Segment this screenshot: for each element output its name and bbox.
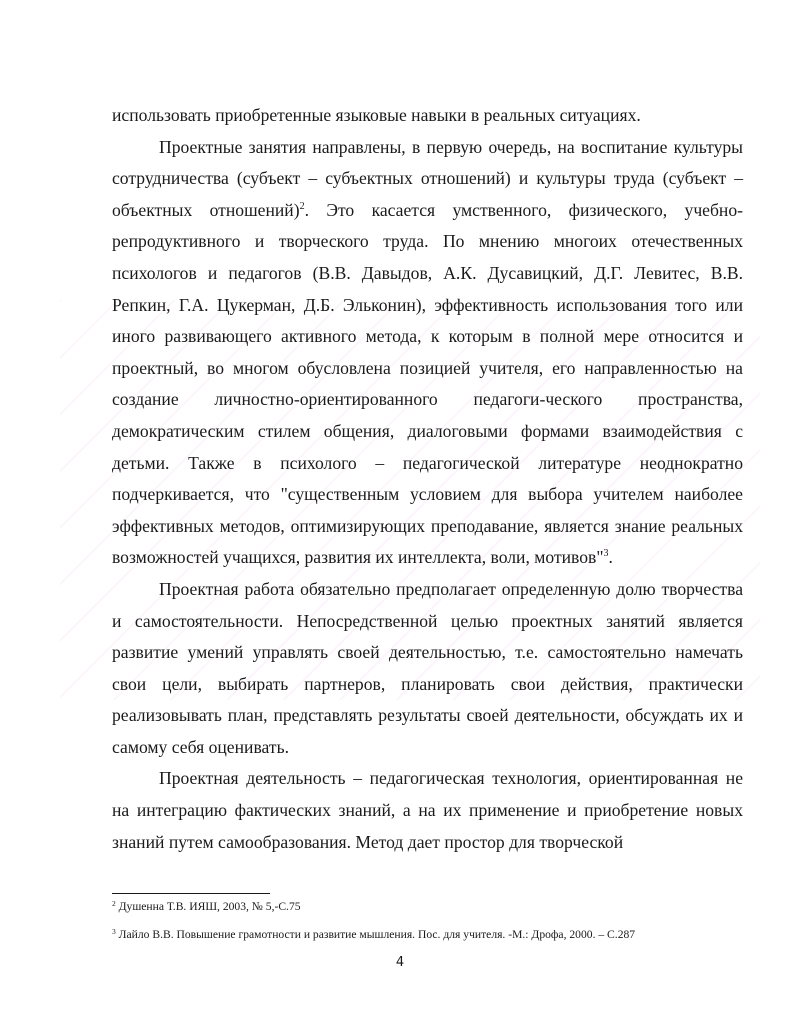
paragraph-text: . [608,547,613,568]
footnote-separator [112,893,270,894]
paragraph-text: Проектная деятельность – педагогическая технология, ориентированная не на интеграцию фактических знаний, а на их применение и приобретение новых знаний путем самообразования. Метод дает простор для творческой [112,768,743,852]
paragraph-3 [112,574,743,764]
footnote-2 [112,900,301,914]
paragraph-text: использовать приобретенные языковые навыки в реальных ситуациях. [112,105,641,125]
footnote-text: Душенна Т.В. ИЯШ, 2003, № 5,-С.75 [115,900,301,913]
paragraph-text: . Это касается умственного, физического, учебно-репродуктивного и творческого труда. По мнению многоих отечественных психологов и педагогов (В.В. Давыдов, А.К. Дусавицкий, Д.Г. Левитес, В.В. Репкин, Г.А. Цукерман, Д.Б. Эльконин), эффективность использования того или иного развивающего активного метода, к которым в полной мере относится и проектный, во многом обусловлена позицией учителя, его направленностью на создание личностно-ориентированного педагоги-ческого пространства, демократическим стилем общения, диалоговыми формами взаимодействия с детьми. Также в психолого – педагогической литературе неоднократно подчеркивается, что "существенным условием для выбора учителем наиболее эффективных методов, оптимизирующих преподавание, является знание реальных возможностей учащихся, развития их интеллекта, воли, мотивов" [112,199,743,568]
footnote-text: Лайло В.В. Повышение грамотности и развитие мышления. Пос. для учителя. -М.: Дрофа, 2000. – С.287 [115,928,636,941]
footnote-3 [112,928,635,942]
footnote-marker: 3 [112,927,116,936]
paragraph-2 [112,132,743,574]
page-number: 4 [395,955,405,970]
paragraph-1 [112,100,743,132]
footnote-reference-2[interactable]: 2 [299,200,305,212]
footnote-marker: 2 [112,899,116,908]
paragraph-text: Проектные занятия направлены, в первую очередь, на воспитание культуры сотрудничества (субъект – субъектных отношений) и культуры труда (субъект – объектных отношений) [112,136,743,220]
body-text [112,100,743,858]
paragraph-4 [112,763,743,858]
paragraph-text: Проектная работа обязательно предполагает определенную долю творчества и самостоятельности. Непосредственной целью проектных занятий является развитие умений управлять своей деятельностью, т.е. самостоятельно намечать свои цели, выбирать партнеров, планировать свои действия, практически реализовывать план, представлять результаты своей деятельности, обсуждать их и самому себя оценивать. [112,578,743,757]
footnote-reference-3[interactable]: 3 [603,548,609,560]
